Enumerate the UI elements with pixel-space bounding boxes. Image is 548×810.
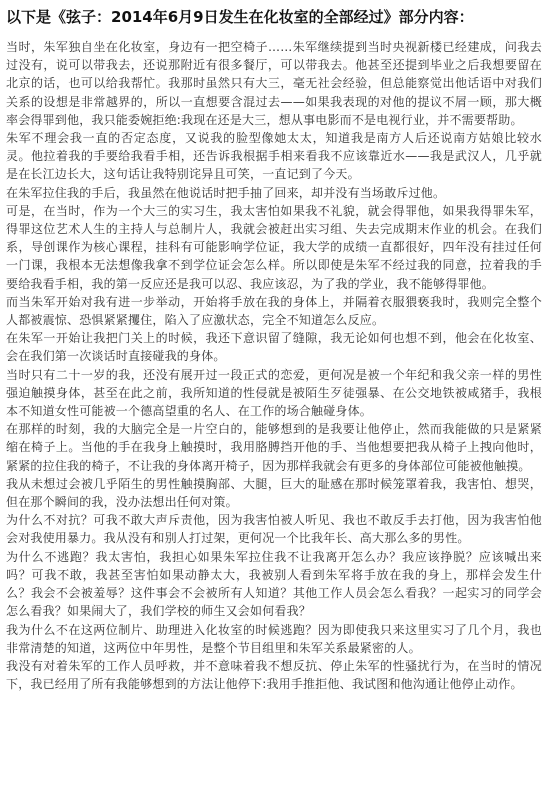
article-body [0, 28, 548, 693]
paragraph-10: 为什么不对抗？可我不敢大声斥责他，因为我害怕被人听见、我也不敢反手去打他，因为我害怕他会对我使用暴力。我从没有和别人打过架，更何况一个比我年长、高大那么多的男性。 [6, 513, 542, 546]
paragraph-2: 朱军不理会我一直的否定态度，又说我的脸型像她太太，知道我是南方人后还说南方姑娘比较水灵。他拉着我的手要给我看手相，还告诉我根据手相来看我不应该靠近水——我是武汉人，几乎就是在长江边长大，这句话让我特别诧异且可笑，一直记到了今天。 [6, 131, 542, 182]
paragraph-12: 我为什么不在这两位制片、助理进入化妆室的时候逃跑？因为即使我只来这里实习了几个月，我也非常清楚的知道，这两位中年男性，是整个节目组里和朱军关系最紧密的人。 [6, 622, 542, 655]
paragraph-6: 在朱军一开始让我把门关上的时候，我还下意识留了缝隙，我无论如何也想不到，他会在化妆室、会在我们第一次谈话时直接碰我的身体。 [6, 331, 542, 364]
paragraph-11: 为什么不逃跑？我太害怕，我担心如果朱军拉住我不让我离开怎么办？我应该挣脱？应该喊出来吗？可我不敢，我甚至害怕如果动静太大，我被别人看到朱军将手放在我的身上，那样会发生什么？我会不会被羞辱？这件事会不会被所有人知道？其他工作人员会怎么看我？一起实习的同学会怎么看我？如果闹大了，我们学校的师生又会如何看我？ [6, 549, 542, 619]
paragraph-3: 在朱军拉住我的手后，我虽然在他说话时把手抽了回来，却并没有当场敢斥过他。 [6, 185, 446, 200]
paragraph-1: 当时，朱军独自坐在化妆室，身边有一把空椅子……朱军继续提到当时央视新楼已经建成，问我去过没有，说可以带我去，还说那附近有很多餐厅，可以带我去。他甚至还提到毕业之后我想要留在北京的话，也可以给我帮忙。我那时虽然只有大三，毫无社会经验，但总能察觉出他话语中对我们关系的设想是非常越界的，所以一直想要含混过去——如果我表现的对他的提议不屑一顾，那大概率会得罪到他，我只能委婉拒绝:我现在还是大三，想从事电影而不是电视行业，并不需要帮助。 [6, 40, 542, 127]
paragraph-7: 当时只有二十一岁的我，还没有展开过一段正式的恋爱，更何况是被一个年纪和我父亲一样的男性强迫触摸身体，甚至在此之前，我所知道的性侵就是被陌生歹徒强暴、在公交地铁被咸猪手，我根本不知道女性可能被一个德高望重的名人、在工作的场合触碰身体。 [6, 367, 542, 419]
paragraph-8: 在那样的时刻，我的大脑完全是一片空白的，能够想到的是我要让他停止，然而我能做的只是紧紧缩在椅子上。当他的手在我身上触摸时，我用胳膊挡开他的手、当他想要把我从椅子上拽向他时，紧紧的拉住我的椅子，不让我的身体离开椅子，因为那样我就会有更多的身体部位可能被他触摸。 [6, 422, 542, 473]
paragraph-13: 我没有对着朱军的工作人员呼救，并不意味着我不想反抗、停止朱军的性骚扰行为，在当时的情况下，我已经用了所有我能够想到的方法让他停下:我用手推拒他、我试图和他沟通让他停止动作。 [6, 658, 542, 692]
paragraph-5: 而当朱军开始对我有进一步举动，开始将手放在我的身体上，并隔着衣服猥亵我时，我则完全整个人都被震惊、恐惧紧紧攫住，陷入了应激状态，完全不知道怎么反应。 [6, 294, 542, 328]
paragraph-9: 我从未想过会被几乎陌生的男性触摸胸部、大腿，巨大的耻感在那时候笼罩着我，我害怕、想哭，但在那个瞬间的我，没办法想出任何对策。 [6, 476, 542, 510]
article-title: 以下是《弦子：2014年6月9日发生在化妆室的全部经过》部分内容： [6, 8, 474, 26]
paragraph-4: 可是，在当时，作为一个大三的实习生，我太害怕如果我不礼貌，就会得罪他，如果我得罪朱军，得罪这位艺术人生的主持人与总制片人，我就会被赶出实习组、失去完成期末作业的机会。在我们系，导创课作为核心课程，挂科有可能影响学位证，我大学的成绩一直都很好，四年没有挂过任何一门课，我根本无法想像我拿不到学位证会怎么样。所以即使是朱军不经过我的同意，拉着我的手要给我看手相，我的第一反应还是我可以忍、我应该忍，为了我的学业，我不能够得罪他。 [6, 203, 542, 291]
